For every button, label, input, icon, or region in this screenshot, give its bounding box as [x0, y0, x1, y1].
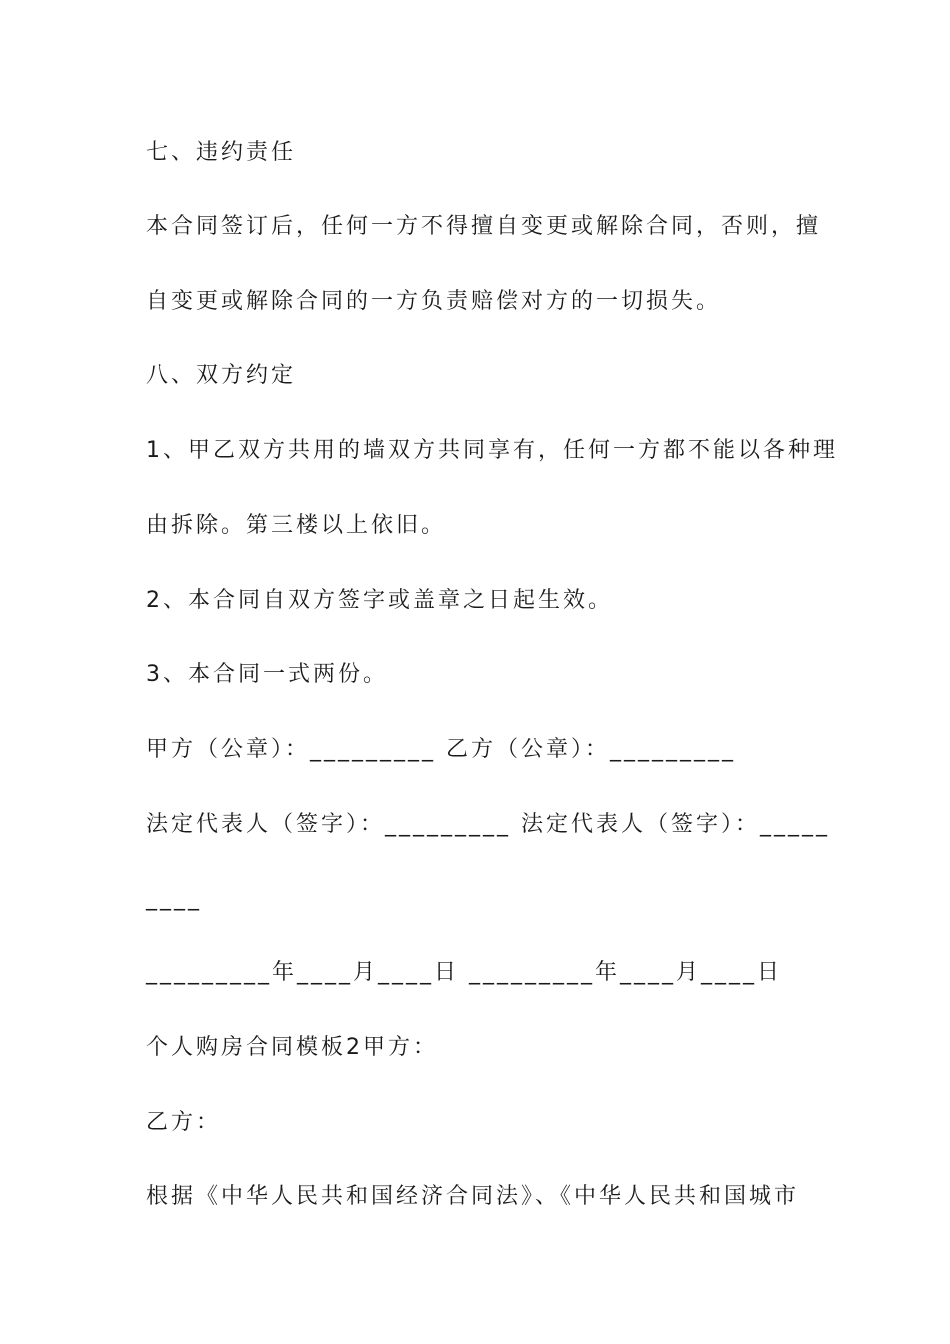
paragraph-line: 2、本合同自双方签字或盖章之日起生效。 — [146, 588, 613, 613]
signature-line-continuation: ____ — [146, 886, 202, 911]
paragraph-line: 自变更或解除合同的一方负责赔偿对方的一切损失。 — [146, 289, 722, 314]
party-b-line: 乙方： — [146, 1110, 222, 1135]
signature-line-seal: 甲方（公章）：_________ 乙方（公章）：_________ — [146, 737, 736, 762]
paragraph-line: 3、本合同一式两份。 — [146, 662, 388, 687]
paragraph-line: 本合同签订后，任何一方不得擅自变更或解除合同，否则，擅 — [146, 214, 822, 239]
contract-template-title: 个人购房合同模板2甲方： — [146, 1035, 438, 1060]
section-heading-breach-liability: 七、违约责任 — [146, 140, 297, 165]
section-heading-mutual-agreement: 八、双方约定 — [146, 363, 297, 388]
signature-line-representative: 法定代表人（签字）：_________ 法定代表人（签字）：_____ — [146, 812, 830, 837]
date-line: _________年____月____日 _________年____月____日 — [146, 960, 782, 985]
paragraph-line: 1、甲乙双方共用的墙双方共同享有，任何一方都不能以各种理 — [146, 438, 838, 463]
paragraph-line: 根据《中华人民共和国经济合同法》、《中华人民共和国城市 — [146, 1184, 800, 1209]
paragraph-line: 由拆除。第三楼以上依旧。 — [146, 513, 447, 538]
